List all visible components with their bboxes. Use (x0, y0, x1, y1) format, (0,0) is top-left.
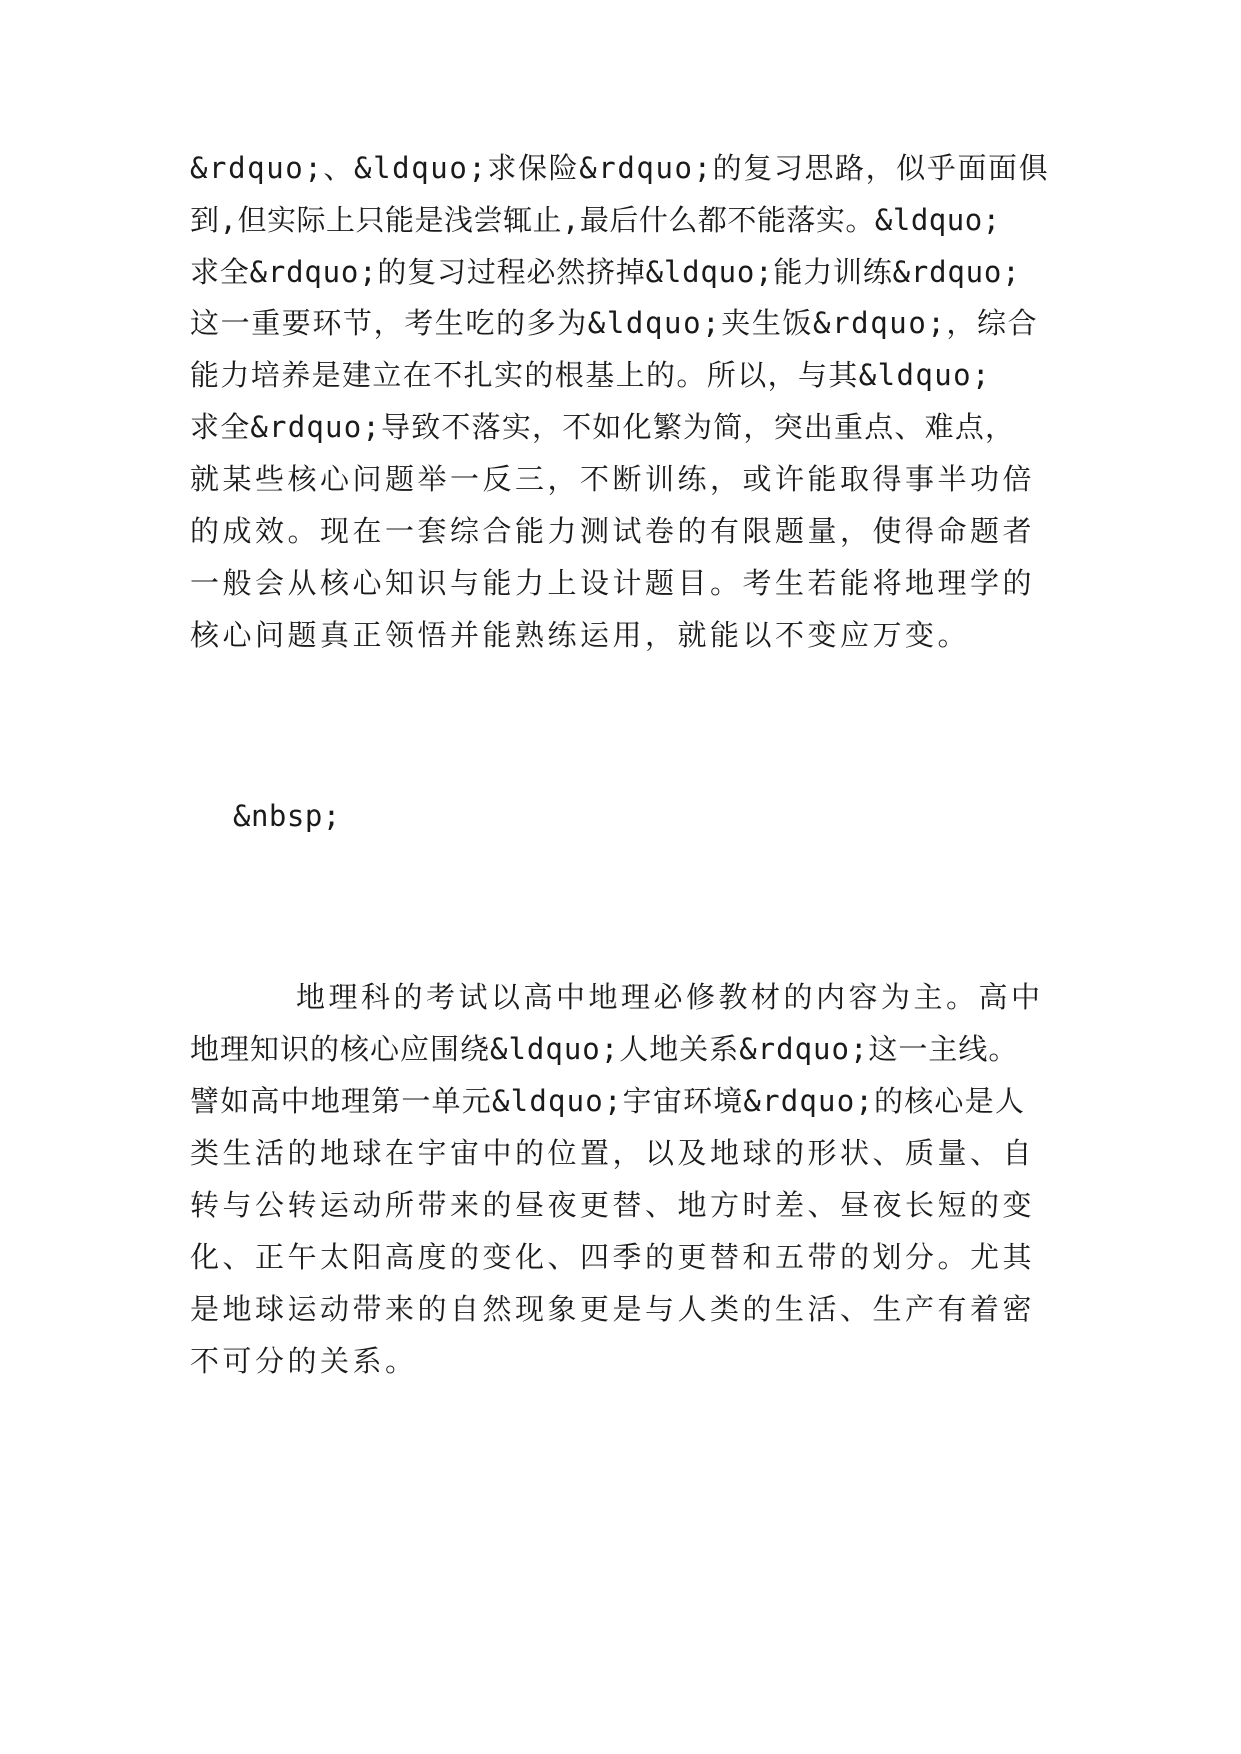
paragraph-1-line-9: 一般会从核心知识与能力上设计题目。考生若能将地理学的 (190, 566, 1036, 600)
paragraph-1-line-6: 求全&rdquo;导致不落实，不如化繁为简，突出重点、难点， (190, 410, 1016, 444)
paragraph-2-line-6: 化、正午太阳高度的变化、四季的更替和五带的划分。尤其 (190, 1240, 1036, 1274)
paragraph-1-line-8: 的成效。现在一套综合能力测试卷的有限题量，使得命题者 (190, 514, 1036, 548)
paragraph-2-line-4: 类生活的地球在宇宙中的位置，以及地球的形状、质量、自 (190, 1136, 1036, 1170)
paragraph-1-line-5: 能力培养是建立在不扎实的根基上的。所以，与其&ldquo; (190, 358, 991, 392)
paragraph-1-line-1: &rdquo;、&ldquo;求保险&rdquo;的复习思路，似乎面面俱 (190, 151, 1050, 185)
paragraph-2-line-8: 不可分的关系。 (190, 1344, 418, 1378)
paragraph-2-line-1: 地理科的考试以高中地理必修教材的内容为主。高中 (296, 980, 1044, 1014)
paragraph-2-line-7: 是地球运动带来的自然现象更是与人类的生活、生产有着密 (190, 1292, 1036, 1326)
paragraph-1-line-2: 到,但实际上只能是浅尝辄止,最后什么都不能落实。&ldquo; (190, 203, 1001, 237)
paragraph-2-line-2: 地理知识的核心应围绕&ldquo;人地关系&rdquo;这一主线。 (190, 1032, 1019, 1066)
nbsp-text: &nbsp; (233, 799, 341, 833)
paragraph-1-line-10: 核心问题真正领悟并能熟练运用，就能以不变应万变。 (190, 618, 971, 652)
paragraph-1-line-4: 这一重要环节，考生吃的多为&ldquo;夹生饭&rdquo;，综合 (190, 306, 1039, 340)
paragraph-1-line-3: 求全&rdquo;的复习过程必然挤掉&ldquo;能力训练&rdquo; (190, 255, 1021, 289)
paragraph-2-line-3: 譬如高中地理第一单元&ldquo;宇宙环境&rdquo;的核心是人 (190, 1084, 1026, 1118)
paragraph-1-line-7: 就某些核心问题举一反三，不断训练，或许能取得事半功倍 (190, 462, 1036, 496)
paragraph-2-line-5: 转与公转运动所带来的昼夜更替、地方时差、昼夜长短的变 (190, 1188, 1036, 1222)
